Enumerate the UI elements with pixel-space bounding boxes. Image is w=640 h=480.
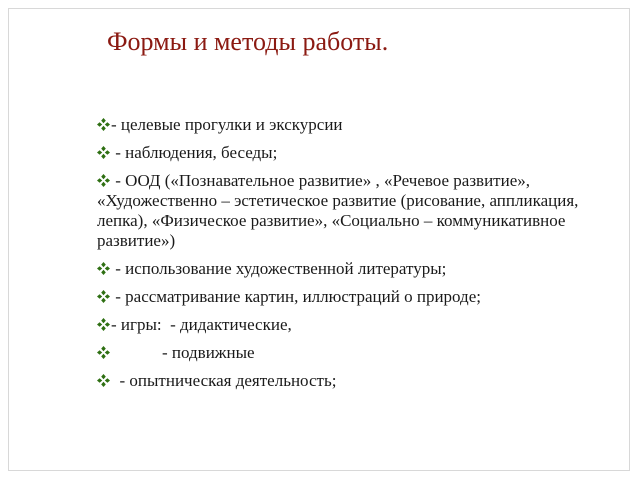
four-diamond-bullet-icon — [97, 346, 110, 359]
list-item — [97, 259, 619, 279]
list-item — [97, 287, 619, 307]
list-item-text: - использование художественной литературы; — [111, 259, 447, 278]
four-diamond-bullet-icon — [97, 290, 110, 303]
four-diamond-bullet-icon — [97, 262, 110, 275]
four-diamond-bullet-icon — [97, 318, 110, 331]
four-diamond-bullet-icon — [97, 118, 110, 131]
list-item — [97, 371, 619, 391]
list-item-text: - ООД («Познавательное развитие» , «Речевое развитие», «Художественно – эстетическое развитие (рисование, аппликация, лепка), «Физическое развитие», «Социально – коммуникативное развитие») — [97, 171, 583, 250]
four-diamond-bullet-icon — [97, 146, 110, 159]
four-diamond-bullet-icon — [97, 174, 110, 187]
bullet-list — [97, 115, 619, 399]
list-item — [97, 115, 619, 135]
list-item-text: - целевые прогулки и экскурсии — [111, 115, 343, 134]
list-item — [97, 143, 619, 163]
list-item-text: - подвижные — [111, 343, 255, 362]
list-item-text: - опытническая деятельность; — [111, 371, 337, 390]
four-diamond-bullet-icon — [97, 374, 110, 387]
list-item — [97, 343, 619, 363]
list-item — [97, 171, 619, 251]
list-item-text: - игры: - дидактические, — [111, 315, 292, 334]
list-item-text: - рассматривание картин, иллюстраций о природе; — [111, 287, 481, 306]
slide-title: Формы и методы работы. — [107, 27, 389, 56]
list-item-text: - наблюдения, беседы; — [111, 143, 278, 162]
list-item — [97, 315, 619, 335]
